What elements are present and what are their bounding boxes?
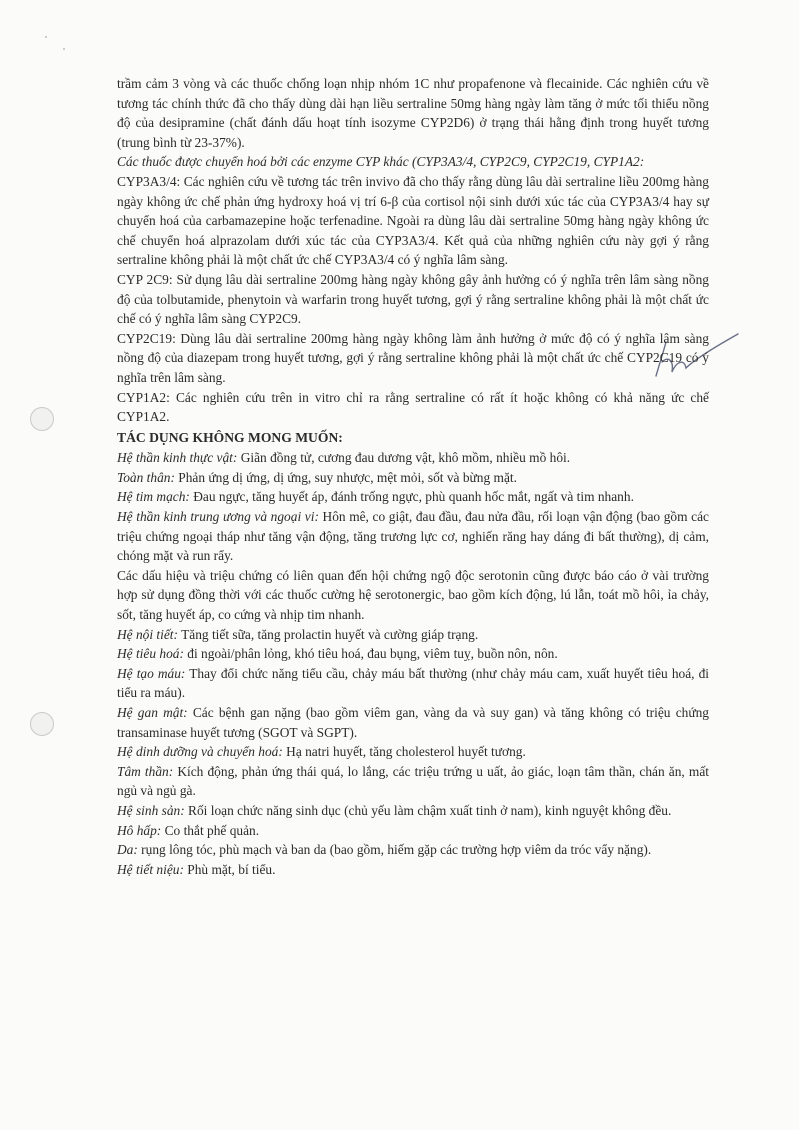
paragraph	[117, 625, 709, 645]
paragraph-text: Đau ngực, tăng huyết áp, đánh trống ngực, phù quanh hốc mắt, ngất và tim nhanh.	[189, 489, 634, 505]
paragraph	[117, 664, 709, 703]
section-heading: TÁC DỤNG KHÔNG MONG MUỐN:	[117, 429, 343, 445]
paragraph-text: CYP3A3/4: Các nghiên cứu về tương tác trên invivo đã cho thấy rằng dùng lâu dài sertraline liều 200mg hàng ngày không ức chế phản ứng hydroxy hoá vị trí 6-β của cortisol nội sinh dưới xúc tác của CYP3A3/4 hay sự chuyển hoá của carbamazepine hoặc terfenadine. Ngoài ra dùng lâu dài sertraline 50mg hàng ngày không ức chế chuyển hoá alprazolam dưới xúc tác của CYP3A3/4. Kết quả của những nghiên cứu này gợi ý rằng sertraline không phải là một chất ức chế CYP3A3/4 có ý nghĩa lâm sàng.	[117, 173, 709, 268]
paragraph-text: đi ngoài/phân lỏng, khó tiêu hoá, đau bụng, viêm tuỵ, buồn nôn, nôn.	[183, 646, 558, 662]
paragraph-label: Hệ nội tiết:	[117, 626, 178, 642]
paragraph	[117, 270, 709, 329]
paragraph-text: Phản ứng dị ứng, dị ứng, suy nhược, mệt mỏi, sốt và bừng mặt.	[174, 469, 517, 485]
scan-speck	[63, 48, 65, 50]
paragraph	[117, 329, 709, 388]
paragraph-text: CYP 2C9: Sử dụng lâu dài sertraline 200mg hàng ngày không gây ảnh hưởng có ý nghĩa trên lâm sàng nồng độ của tolbutamide, phenytoin và warfarin trong huyết tương, gợi ý rằng sertraline không phải là một chất ức chế có ý nghĩa lâm sàng CYP2C9.	[117, 271, 709, 327]
paragraph-label: Hệ thần kinh thực vật:	[117, 450, 238, 466]
paragraph	[117, 762, 709, 801]
paragraph	[117, 821, 709, 841]
paragraph	[117, 487, 709, 507]
paragraph	[117, 840, 709, 860]
paragraph-text: Tăng tiết sữa, tăng prolactin huyết và cường giáp trạng.	[177, 626, 479, 642]
paragraph	[117, 801, 709, 821]
paragraph-label: Hệ gan mật:	[117, 705, 188, 720]
paragraph	[117, 468, 709, 488]
paragraph-text: Kích động, phản ứng thái quá, lo lắng, các triệu trứng u uất, ảo giác, loạn tâm thần, chán ăn, mất ngủ và ngủ gà.	[117, 763, 709, 799]
paragraph-label: Hệ tiêu hoá:	[117, 646, 184, 662]
paragraph-text: Co thắt phế quản.	[161, 822, 260, 838]
paragraph	[117, 742, 709, 762]
paragraph-label: Hệ sinh sản:	[117, 802, 185, 818]
paragraph	[117, 74, 709, 152]
paragraph	[117, 860, 709, 880]
paragraph-text: CYP2C19: Dùng lâu dài sertraline 200mg hàng ngày không làm ảnh hưởng ở mức độ có ý nghĩa lâm sàng nồng độ của diazepam trong huyết tương, gợi ý rằng sertraline không phải là một chất ức chế CYP2C19 có ý nghĩa trên lâm sàng.	[117, 330, 709, 385]
punch-hole-lower	[30, 712, 54, 736]
paragraph-text: Hạ natri huyết, tăng cholesterol huyết tương.	[282, 744, 526, 760]
paragraph-label: Toàn thân:	[117, 469, 175, 485]
scan-speck	[45, 36, 47, 38]
paragraph-text: Hôn mê, co giật, đau đầu, đau nửa đầu, rối loạn vận động (bao gồm các triệu chứng ngoại tháp như tăng vận động, tăng trương lực cơ, nghiến răng hay dáng đi bất thường), dị cảm, chóng mặt và run rẩy.	[117, 509, 709, 564]
paragraph-label: Hệ dinh dưỡng và chuyển hoá:	[117, 744, 283, 760]
paragraph	[117, 507, 709, 566]
paragraph-label: Hệ tạo máu:	[117, 665, 186, 681]
paragraph	[117, 644, 709, 664]
paragraph-label: Hệ thần kinh trung ương và ngoại vi:	[117, 509, 319, 525]
paragraph-label: Các thuốc được chuyển hoá bởi các enzyme CYP khác (CYP3A3/4, CYP2C9, CYP2C19, CYP1A2:	[117, 154, 645, 170]
paragraph-text: Rối loạn chức năng sinh dục (chủ yếu làm chậm xuất tinh ở nam), kinh nguyệt không đều.	[184, 802, 672, 818]
paragraph-label: Da:	[117, 842, 138, 858]
paragraph	[117, 703, 709, 742]
paragraph-text: Giãn đồng tử, cương đau dương vật, khô mồm, nhiều mồ hôi.	[237, 450, 571, 466]
paragraph	[117, 566, 709, 625]
paragraph-label: Hô hấp:	[117, 822, 162, 838]
paragraph-text: Phù mặt, bí tiểu.	[183, 861, 276, 877]
document-body	[117, 74, 709, 879]
paragraph	[117, 388, 709, 427]
paragraph-label: Hệ tim mạch:	[117, 489, 190, 505]
paragraph	[117, 172, 709, 270]
paragraph-text: Thay đổi chức năng tiểu cầu, chảy máu bất thường (như chảy máu cam, xuất huyết tiêu hoá, đi tiểu ra máu).	[117, 665, 709, 701]
punch-hole-upper	[30, 407, 54, 431]
paragraph-label: Tâm thần:	[117, 763, 174, 779]
paragraph-label: Hệ tiết niệu:	[117, 861, 184, 877]
paragraph	[117, 152, 709, 172]
paragraph-text: Các bệnh gan nặng (bao gồm viêm gan, vàng da và suy gan) và tăng không có triệu chứng transaminase huyết tương (SGOT và SGPT).	[117, 705, 709, 740]
paragraph-text: trầm cảm 3 vòng và các thuốc chống loạn nhịp nhóm 1C như propafenone và flecainide. Các nghiên cứu về tương tác chính thức đã cho thấy dùng dài hạn liều sertraline 50mg hàng ngày làm tăng ở mức tối thiểu nồng độ của desipramine (chất đánh dấu hoạt tính isozyme CYP2D6) ở trạng thái hằng định trong huyết tương (trung bình từ 23-37%).	[117, 76, 709, 150]
paragraph-text: Các dấu hiệu và triệu chứng có liên quan đến hội chứng ngộ độc serotonin cũng được báo cáo ở vài trường hợp sử dụng đồng thời với các thuốc cường hệ serotonergic, bao gồm kích động, lú lẫn, toát mồ hôi, ỉa chảy, sốt, tăng huyết áp, co cứng và nhịp tim nhanh.	[117, 567, 709, 623]
paragraph-text: CYP1A2: Các nghiên cứu trên in vitro chỉ ra rằng sertraline có rất ít hoặc không có khả năng ức chế CYP1A2.	[117, 389, 709, 425]
paragraph-text: rụng lông tóc, phù mạch và ban da (bao gồm, hiếm gặp các trường hợp viêm da tróc vẩy nặng).	[137, 842, 652, 858]
paragraph	[117, 448, 709, 468]
